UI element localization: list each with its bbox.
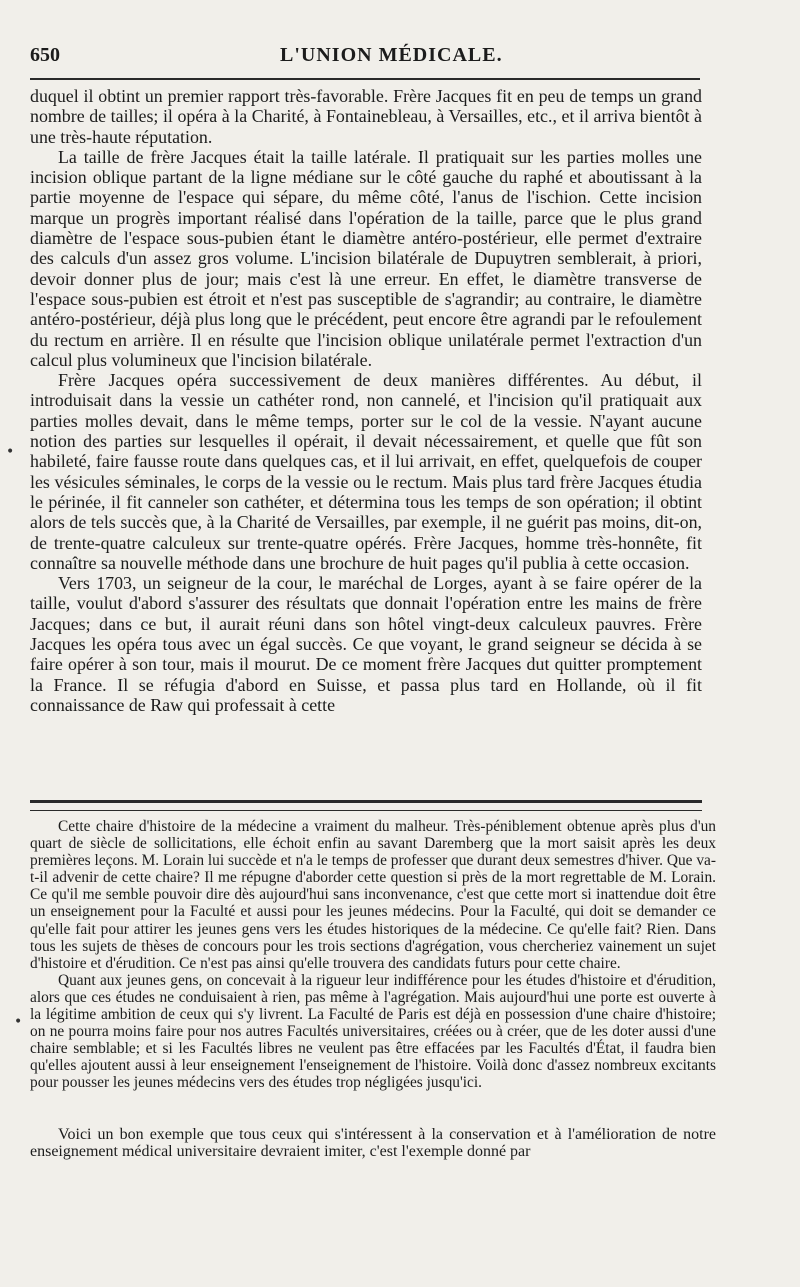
main-paragraph: Vers 1703, un seigneur de la cour, le maréchal de Lorges, ayant à se faire opérer de la taille, voulut d'abord s'assurer des résultats que donnait l'opération entre les mains de frère Jacques; dans ce but, il aurait réuni dans son hôtel vingt-deux calculeux pauvres. Frère Jacques les opéra tous avec un égal succès. Ce que voyant, le grand seigneur se décida à se faire opérer à son tour, mais il mourut. De ce moment frère Jacques dut quitter promptement la France. Il se réfugia d'abord en Suisse, et passa plus tard en Hollande, où il fit connaissance de Raw qui professait à cette	[30, 573, 702, 715]
feuilleton-separator	[30, 800, 702, 811]
feuilleton-paragraph: Quant aux jeunes gens, on concevait à la rigueur leur indifférence pour les études d'histoire et d'érudition, alors que ces études ne conduisaient à rien, pas même à l'agrégation. Mais aujourd'hui une porte est ouverte à la légitime ambition de ceux qui s'y livrent. La Faculté de Paris est déjà en possession d'une chaire d'histoire; on ne pourra moins faire pour nos autres Facultés universitaires, créées ou à créer, que de les doter aussi d'une chaire semblable; et si les Facultés libres ne veulent pas être effacées par les Facultés d'État, il faudra bien qu'elles ajoutent aussi à leur enseignement l'enseignement de l'histoire. Voilà donc d'assez nombreux excitants pour pousser les jeunes médecins vers des études trop négligées jusqu'ici.	[30, 971, 716, 1092]
journal-title: L'UNION MÉDICALE.	[280, 44, 503, 66]
main-article-text	[30, 86, 702, 715]
feuilleton-paragraph: Cette chaire d'histoire de la médecine a vraiment du malheur. Très-péniblement obtenue après plus d'un quart de siècle de sollicitations, elle échoit enfin au savant Daremberg que la mort saisit après les deux premières leçons. M. Lorain lui succède et n'a le temps de professer que durant deux semestres d'hiver. Que va-t-il advenir de cette chaire? Il me répugne d'aborder cette question si près de la mort regrettable de M. Lorain. Ce qu'il me semble pouvoir dire dès aujourd'hui sans inconvenance, c'est que cette mort si inattendue doit être un enseignement pour la Faculté et aussi pour les jeunes médecins. Pour la Faculté, qui doit se demander ce qu'elle fait pour attirer les jeunes gens vers les études historiques de la médecine. Ce qu'elle fait? Rien. Dans tous les sujets de thèses de concours pour les trois sections d'agrégation, vous chercheriez vainement un sujet d'histoire et d'érudition. Ce n'est pas ainsi qu'elle trouvera des candidats futurs pour cette chaire.	[30, 818, 716, 972]
page-header	[30, 42, 700, 72]
feuilleton-paragraph: Voici un bon exemple que tous ceux qui s'intéressent à la conservation et à l'amélioration de notre enseignement médical universitaire devraient imiter, c'est l'exemple donné par	[30, 1125, 716, 1160]
page-number: 650	[30, 44, 60, 66]
margin-dot: •	[14, 1014, 23, 1030]
main-paragraph: Frère Jacques opéra successivement de deux manières différentes. Au début, il introduisait dans la vessie un cathéter rond, non cannelé, et l'incision qu'il pratiquait aux parties molles devait, dans le même temps, porter sur le col de la vessie. N'ayant aucune notion des parties sur lesquelles il opérait, il devait nécessairement, et quelle que fût son habileté, faire fausse route dans quelques cas, et il lui arrivait, en effet, quelquefois de couper les vésicules séminales, le corps de la vessie ou le rectum. Mais plus tard frère Jacques étudia le périnée, il fit canneler son cathéter, et détermina tous les temps de son opération; il obtint alors de tels succès que, à la Charité de Versailles, par exemple, il ne guérit pas moins, dit-on, de trente-quatre calculeux sur trente-quatre opérés. Frère Jacques, homme très-honnête, fit connaître sa nouvelle méthode dans une brochure de huit pages qu'il publia à cette occasion.	[30, 370, 702, 573]
header-rule	[30, 78, 700, 80]
main-paragraph: La taille de frère Jacques était la taille latérale. Il pratiquait sur les parties molles une incision oblique partant de la ligne médiane sur le côté gauche du raphé et aboutissant à la partie moyenne de l'espace qui sépare, du même côté, l'anus de l'ischion. Cette incision marque un progrès important réalisé dans l'opération de la taille, parce que le plus grand diamètre de l'espace sous-pubien étant le diamètre antéro-postérieur, elle permet d'extraire des calculs d'un assez gros volume. L'incision bilatérale de Dupuytren semblerait, à priori, devoir donner plus de jour; mais c'est là une erreur. En effet, le diamètre transverse de l'espace sous-pubien est étroit et n'est pas susceptible de s'agrandir; au contraire, le diamètre antéro-postérieur, déjà plus long que le précédent, peut encore être agrandi par le refoulement du rectum en arrière. Il en résulte que l'incision oblique unilatérale permet l'extraction d'un calcul plus volumineux que l'incision bilatérale.	[30, 146, 702, 370]
margin-dot: •	[6, 444, 15, 460]
feuilleton-text	[30, 818, 716, 1160]
main-paragraph: duquel il obtint un premier rapport très-favorable. Frère Jacques fit en peu de temps un grand nombre de tailles; il opéra à la Charité, à Fontainebleau, à Versailles, etc., et il arriva bientôt à une très-haute réputation.	[30, 86, 702, 147]
